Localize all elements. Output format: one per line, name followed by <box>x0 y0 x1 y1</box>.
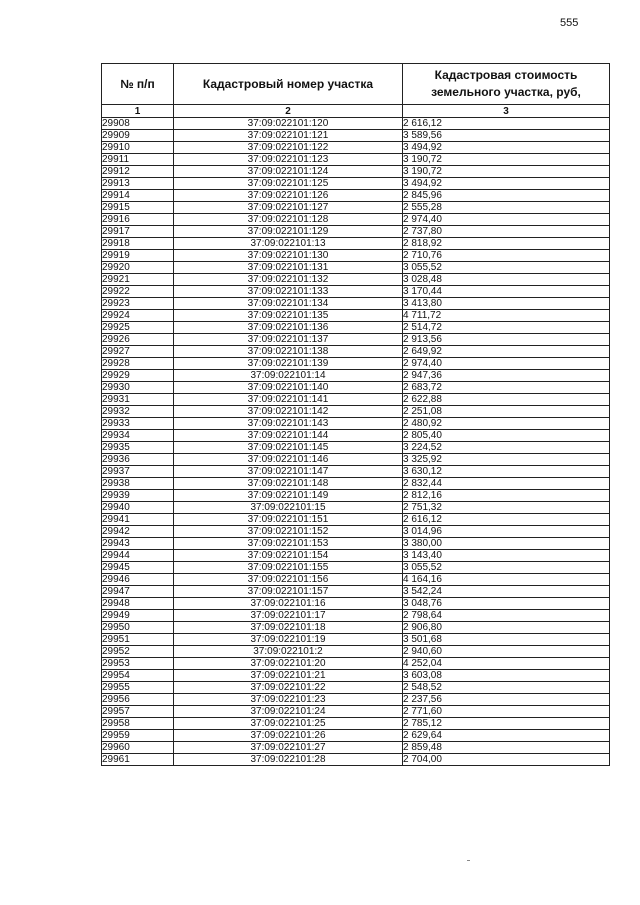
cadastral-number: 37:09:022101:138 <box>174 346 403 358</box>
cadastral-number: 37:09:022101:156 <box>174 574 403 586</box>
row-number: 29954 <box>102 670 174 682</box>
cadastral-cost: 2 947,36 <box>403 370 610 382</box>
table-row <box>102 154 610 166</box>
cadastral-number: 37:09:022101:148 <box>174 478 403 490</box>
row-number: 29912 <box>102 166 174 178</box>
table-row <box>102 658 610 670</box>
table-row <box>102 382 610 394</box>
cadastral-cost: 3 603,08 <box>403 670 610 682</box>
cadastral-number: 37:09:022101:157 <box>174 586 403 598</box>
row-number: 29908 <box>102 118 174 130</box>
table-row <box>102 418 610 430</box>
table-row <box>102 610 610 622</box>
cadastral-cost: 2 751,32 <box>403 502 610 514</box>
cadastral-number: 37:09:022101:153 <box>174 538 403 550</box>
cadastral-cost: 2 737,80 <box>403 226 610 238</box>
row-number: 29922 <box>102 286 174 298</box>
cadastral-number: 37:09:022101:20 <box>174 658 403 670</box>
table-row <box>102 238 610 250</box>
cadastral-number: 37:09:022101:15 <box>174 502 403 514</box>
cadastral-cost: 2 616,12 <box>403 514 610 526</box>
table-header-row <box>102 64 610 105</box>
cadastral-number: 37:09:022101:131 <box>174 262 403 274</box>
cadastral-cost: 3 143,40 <box>403 550 610 562</box>
row-number: 29924 <box>102 310 174 322</box>
cadastral-cost: 2 940,60 <box>403 646 610 658</box>
table-row <box>102 562 610 574</box>
cadastral-cost: 4 164,16 <box>403 574 610 586</box>
table-row <box>102 694 610 706</box>
table-row <box>102 118 610 130</box>
header-cost-line1: Кадастровая стоимость <box>434 68 578 82</box>
table-row <box>102 454 610 466</box>
header-cadastral-number: Кадастровый номер участка <box>174 64 403 105</box>
cadastral-cost: 3 014,96 <box>403 526 610 538</box>
row-number: 29950 <box>102 622 174 634</box>
cadastral-number: 37:09:022101:125 <box>174 178 403 190</box>
cadastral-cost: 2 555,28 <box>403 202 610 214</box>
cadastral-cost: 3 028,48 <box>403 274 610 286</box>
cadastral-cost: 3 055,52 <box>403 262 610 274</box>
table-row <box>102 166 610 178</box>
cadastral-cost: 2 913,56 <box>403 334 610 346</box>
row-number: 29934 <box>102 430 174 442</box>
cadastral-cost: 2 859,48 <box>403 742 610 754</box>
table-row <box>102 178 610 190</box>
cadastral-number: 37:09:022101:25 <box>174 718 403 730</box>
cadastral-number: 37:09:022101:132 <box>174 274 403 286</box>
table-row <box>102 718 610 730</box>
cadastral-number: 37:09:022101:16 <box>174 598 403 610</box>
cadastral-number: 37:09:022101:126 <box>174 190 403 202</box>
table-row <box>102 142 610 154</box>
cadastral-number: 37:09:022101:141 <box>174 394 403 406</box>
table-row <box>102 322 610 334</box>
cadastral-cost: 2 704,00 <box>403 754 610 766</box>
table-row <box>102 574 610 586</box>
cadastral-number: 37:09:022101:152 <box>174 526 403 538</box>
cadastral-cost: 4 252,04 <box>403 658 610 670</box>
cadastral-cost: 2 818,92 <box>403 238 610 250</box>
table-row <box>102 250 610 262</box>
row-number: 29913 <box>102 178 174 190</box>
row-number: 29919 <box>102 250 174 262</box>
cadastral-number: 37:09:022101:14 <box>174 370 403 382</box>
row-number: 29929 <box>102 370 174 382</box>
row-number: 29910 <box>102 142 174 154</box>
table-row <box>102 550 610 562</box>
row-number: 29921 <box>102 274 174 286</box>
cadastral-cost: 2 548,52 <box>403 682 610 694</box>
table-row <box>102 538 610 550</box>
cadastral-number: 37:09:022101:122 <box>174 142 403 154</box>
row-number: 29957 <box>102 706 174 718</box>
cadastral-cost: 3 630,12 <box>403 466 610 478</box>
cadastral-number: 37:09:022101:135 <box>174 310 403 322</box>
cadastral-number: 37:09:022101:149 <box>174 490 403 502</box>
cadastral-number: 37:09:022101:151 <box>174 514 403 526</box>
cadastral-cost: 3 413,80 <box>403 298 610 310</box>
cadastral-number: 37:09:022101:23 <box>174 694 403 706</box>
cadastral-cost: 2 785,12 <box>403 718 610 730</box>
header-cost-line2: земельного участка, руб, <box>431 85 581 99</box>
table-row <box>102 226 610 238</box>
cadastral-cost: 2 480,92 <box>403 418 610 430</box>
row-number: 29941 <box>102 514 174 526</box>
table-row <box>102 406 610 418</box>
table-row <box>102 670 610 682</box>
row-number: 29951 <box>102 634 174 646</box>
table-row <box>102 742 610 754</box>
row-number: 29914 <box>102 190 174 202</box>
cadastral-cost: 2 845,96 <box>403 190 610 202</box>
cadastral-cost: 3 170,44 <box>403 286 610 298</box>
header-number: № п/п <box>102 64 174 105</box>
row-number: 29909 <box>102 130 174 142</box>
cadastral-cost: 3 190,72 <box>403 166 610 178</box>
cadastral-cost: 3 494,92 <box>403 142 610 154</box>
table-row <box>102 490 610 502</box>
cadastral-number: 37:09:022101:124 <box>174 166 403 178</box>
row-number: 29932 <box>102 406 174 418</box>
row-number: 29933 <box>102 418 174 430</box>
table-row <box>102 706 610 718</box>
cadastral-cost: 2 237,56 <box>403 694 610 706</box>
cadastral-cost: 2 906,80 <box>403 622 610 634</box>
cadastral-number: 37:09:022101:143 <box>174 418 403 430</box>
cadastral-cost: 2 629,64 <box>403 730 610 742</box>
table-row <box>102 754 610 766</box>
row-number: 29944 <box>102 550 174 562</box>
row-number: 29955 <box>102 682 174 694</box>
cadastral-cost: 3 055,52 <box>403 562 610 574</box>
row-number: 29956 <box>102 694 174 706</box>
cadastral-number: 37:09:022101:133 <box>174 286 403 298</box>
cadastral-cost: 4 711,72 <box>403 310 610 322</box>
row-number: 29959 <box>102 730 174 742</box>
table-row <box>102 442 610 454</box>
row-number: 29938 <box>102 478 174 490</box>
row-number: 29925 <box>102 322 174 334</box>
row-number: 29953 <box>102 658 174 670</box>
table-row <box>102 214 610 226</box>
cadastral-cost: 3 224,52 <box>403 442 610 454</box>
cadastral-number: 37:09:022101:13 <box>174 238 403 250</box>
table-row <box>102 502 610 514</box>
cadastral-cost: 2 710,76 <box>403 250 610 262</box>
cadastral-number: 37:09:022101:27 <box>174 742 403 754</box>
cadastral-number: 37:09:022101:137 <box>174 334 403 346</box>
cadastral-cost: 3 589,56 <box>403 130 610 142</box>
row-number: 29943 <box>102 538 174 550</box>
cadastral-cost: 2 974,40 <box>403 358 610 370</box>
row-number: 29917 <box>102 226 174 238</box>
cadastral-number: 37:09:022101:127 <box>174 202 403 214</box>
row-number: 29940 <box>102 502 174 514</box>
table-row <box>102 478 610 490</box>
cadastral-number: 37:09:022101:134 <box>174 298 403 310</box>
cadastral-number: 37:09:022101:123 <box>174 154 403 166</box>
page-number: 555 <box>560 17 579 29</box>
cadastral-cost: 2 251,08 <box>403 406 610 418</box>
row-number: 29937 <box>102 466 174 478</box>
row-number: 29928 <box>102 358 174 370</box>
cadastral-number: 37:09:022101:144 <box>174 430 403 442</box>
row-number: 29916 <box>102 214 174 226</box>
table-row <box>102 394 610 406</box>
cadastral-number: 37:09:022101:140 <box>174 382 403 394</box>
row-number: 29920 <box>102 262 174 274</box>
cadastral-cost: 2 974,40 <box>403 214 610 226</box>
column-number-1: 1 <box>102 105 174 118</box>
table-row <box>102 190 610 202</box>
cadastral-value-table <box>101 63 610 766</box>
column-number-2: 2 <box>174 105 403 118</box>
row-number: 29945 <box>102 562 174 574</box>
cadastral-number: 37:09:022101:142 <box>174 406 403 418</box>
row-number: 29935 <box>102 442 174 454</box>
cadastral-cost: 2 616,12 <box>403 118 610 130</box>
cadastral-number: 37:09:022101:17 <box>174 610 403 622</box>
column-number-row <box>102 105 610 118</box>
row-number: 29939 <box>102 490 174 502</box>
cadastral-cost: 2 812,16 <box>403 490 610 502</box>
cadastral-cost: 2 832,44 <box>403 478 610 490</box>
row-number: 29918 <box>102 238 174 250</box>
cadastral-number: 37:09:022101:146 <box>174 454 403 466</box>
cadastral-number: 37:09:022101:120 <box>174 118 403 130</box>
column-number-3: 3 <box>403 105 610 118</box>
row-number: 29911 <box>102 154 174 166</box>
cadastral-number: 37:09:022101:139 <box>174 358 403 370</box>
cadastral-number: 37:09:022101:19 <box>174 634 403 646</box>
row-number: 29926 <box>102 334 174 346</box>
table-row <box>102 622 610 634</box>
cadastral-cost: 3 501,68 <box>403 634 610 646</box>
row-number: 29958 <box>102 718 174 730</box>
table-row <box>102 730 610 742</box>
table-row <box>102 262 610 274</box>
cadastral-number: 37:09:022101:129 <box>174 226 403 238</box>
row-number: 29961 <box>102 754 174 766</box>
table-row <box>102 370 610 382</box>
table-row <box>102 430 610 442</box>
table-row <box>102 346 610 358</box>
cadastral-number: 37:09:022101:136 <box>174 322 403 334</box>
cadastral-cost: 3 325,92 <box>403 454 610 466</box>
table-row <box>102 514 610 526</box>
cadastral-cost: 2 771,60 <box>403 706 610 718</box>
row-number: 29952 <box>102 646 174 658</box>
table-row <box>102 274 610 286</box>
cadastral-cost: 2 683,72 <box>403 382 610 394</box>
cadastral-number: 37:09:022101:24 <box>174 706 403 718</box>
cadastral-number: 37:09:022101:128 <box>174 214 403 226</box>
cadastral-number: 37:09:022101:28 <box>174 754 403 766</box>
row-number: 29946 <box>102 574 174 586</box>
cadastral-cost: 2 622,88 <box>403 394 610 406</box>
row-number: 29936 <box>102 454 174 466</box>
table-row <box>102 682 610 694</box>
table-row <box>102 466 610 478</box>
row-number: 29927 <box>102 346 174 358</box>
cadastral-cost: 3 048,76 <box>403 598 610 610</box>
table-row <box>102 586 610 598</box>
row-number: 29948 <box>102 598 174 610</box>
table-row <box>102 310 610 322</box>
cadastral-number: 37:09:022101:21 <box>174 670 403 682</box>
cadastral-number: 37:09:022101:130 <box>174 250 403 262</box>
cadastral-number: 37:09:022101:26 <box>174 730 403 742</box>
row-number: 29915 <box>102 202 174 214</box>
table-row <box>102 358 610 370</box>
table-row <box>102 202 610 214</box>
row-number: 29960 <box>102 742 174 754</box>
cadastral-number: 37:09:022101:121 <box>174 130 403 142</box>
table-row <box>102 298 610 310</box>
cadastral-cost: 2 798,64 <box>403 610 610 622</box>
cadastral-cost: 3 190,72 <box>403 154 610 166</box>
cadastral-number: 37:09:022101:155 <box>174 562 403 574</box>
cadastral-cost: 2 649,92 <box>403 346 610 358</box>
table-row <box>102 334 610 346</box>
cadastral-cost: 3 542,24 <box>403 586 610 598</box>
table-row <box>102 130 610 142</box>
cadastral-number: 37:09:022101:18 <box>174 622 403 634</box>
row-number: 29931 <box>102 394 174 406</box>
table-row <box>102 646 610 658</box>
row-number: 29949 <box>102 610 174 622</box>
cadastral-cost: 2 805,40 <box>403 430 610 442</box>
cadastral-number: 37:09:022101:154 <box>174 550 403 562</box>
table-row <box>102 526 610 538</box>
row-number: 29930 <box>102 382 174 394</box>
table-row <box>102 286 610 298</box>
scan-mark <box>467 860 470 861</box>
row-number: 29923 <box>102 298 174 310</box>
cadastral-number: 37:09:022101:147 <box>174 466 403 478</box>
cadastral-cost: 2 514,72 <box>403 322 610 334</box>
cadastral-number: 37:09:022101:22 <box>174 682 403 694</box>
cadastral-cost: 3 494,92 <box>403 178 610 190</box>
cadastral-number: 37:09:022101:145 <box>174 442 403 454</box>
row-number: 29947 <box>102 586 174 598</box>
cadastral-number: 37:09:022101:2 <box>174 646 403 658</box>
table-row <box>102 634 610 646</box>
header-cadastral-cost <box>403 64 610 105</box>
cadastral-cost: 3 380,00 <box>403 538 610 550</box>
table-row <box>102 598 610 610</box>
row-number: 29942 <box>102 526 174 538</box>
